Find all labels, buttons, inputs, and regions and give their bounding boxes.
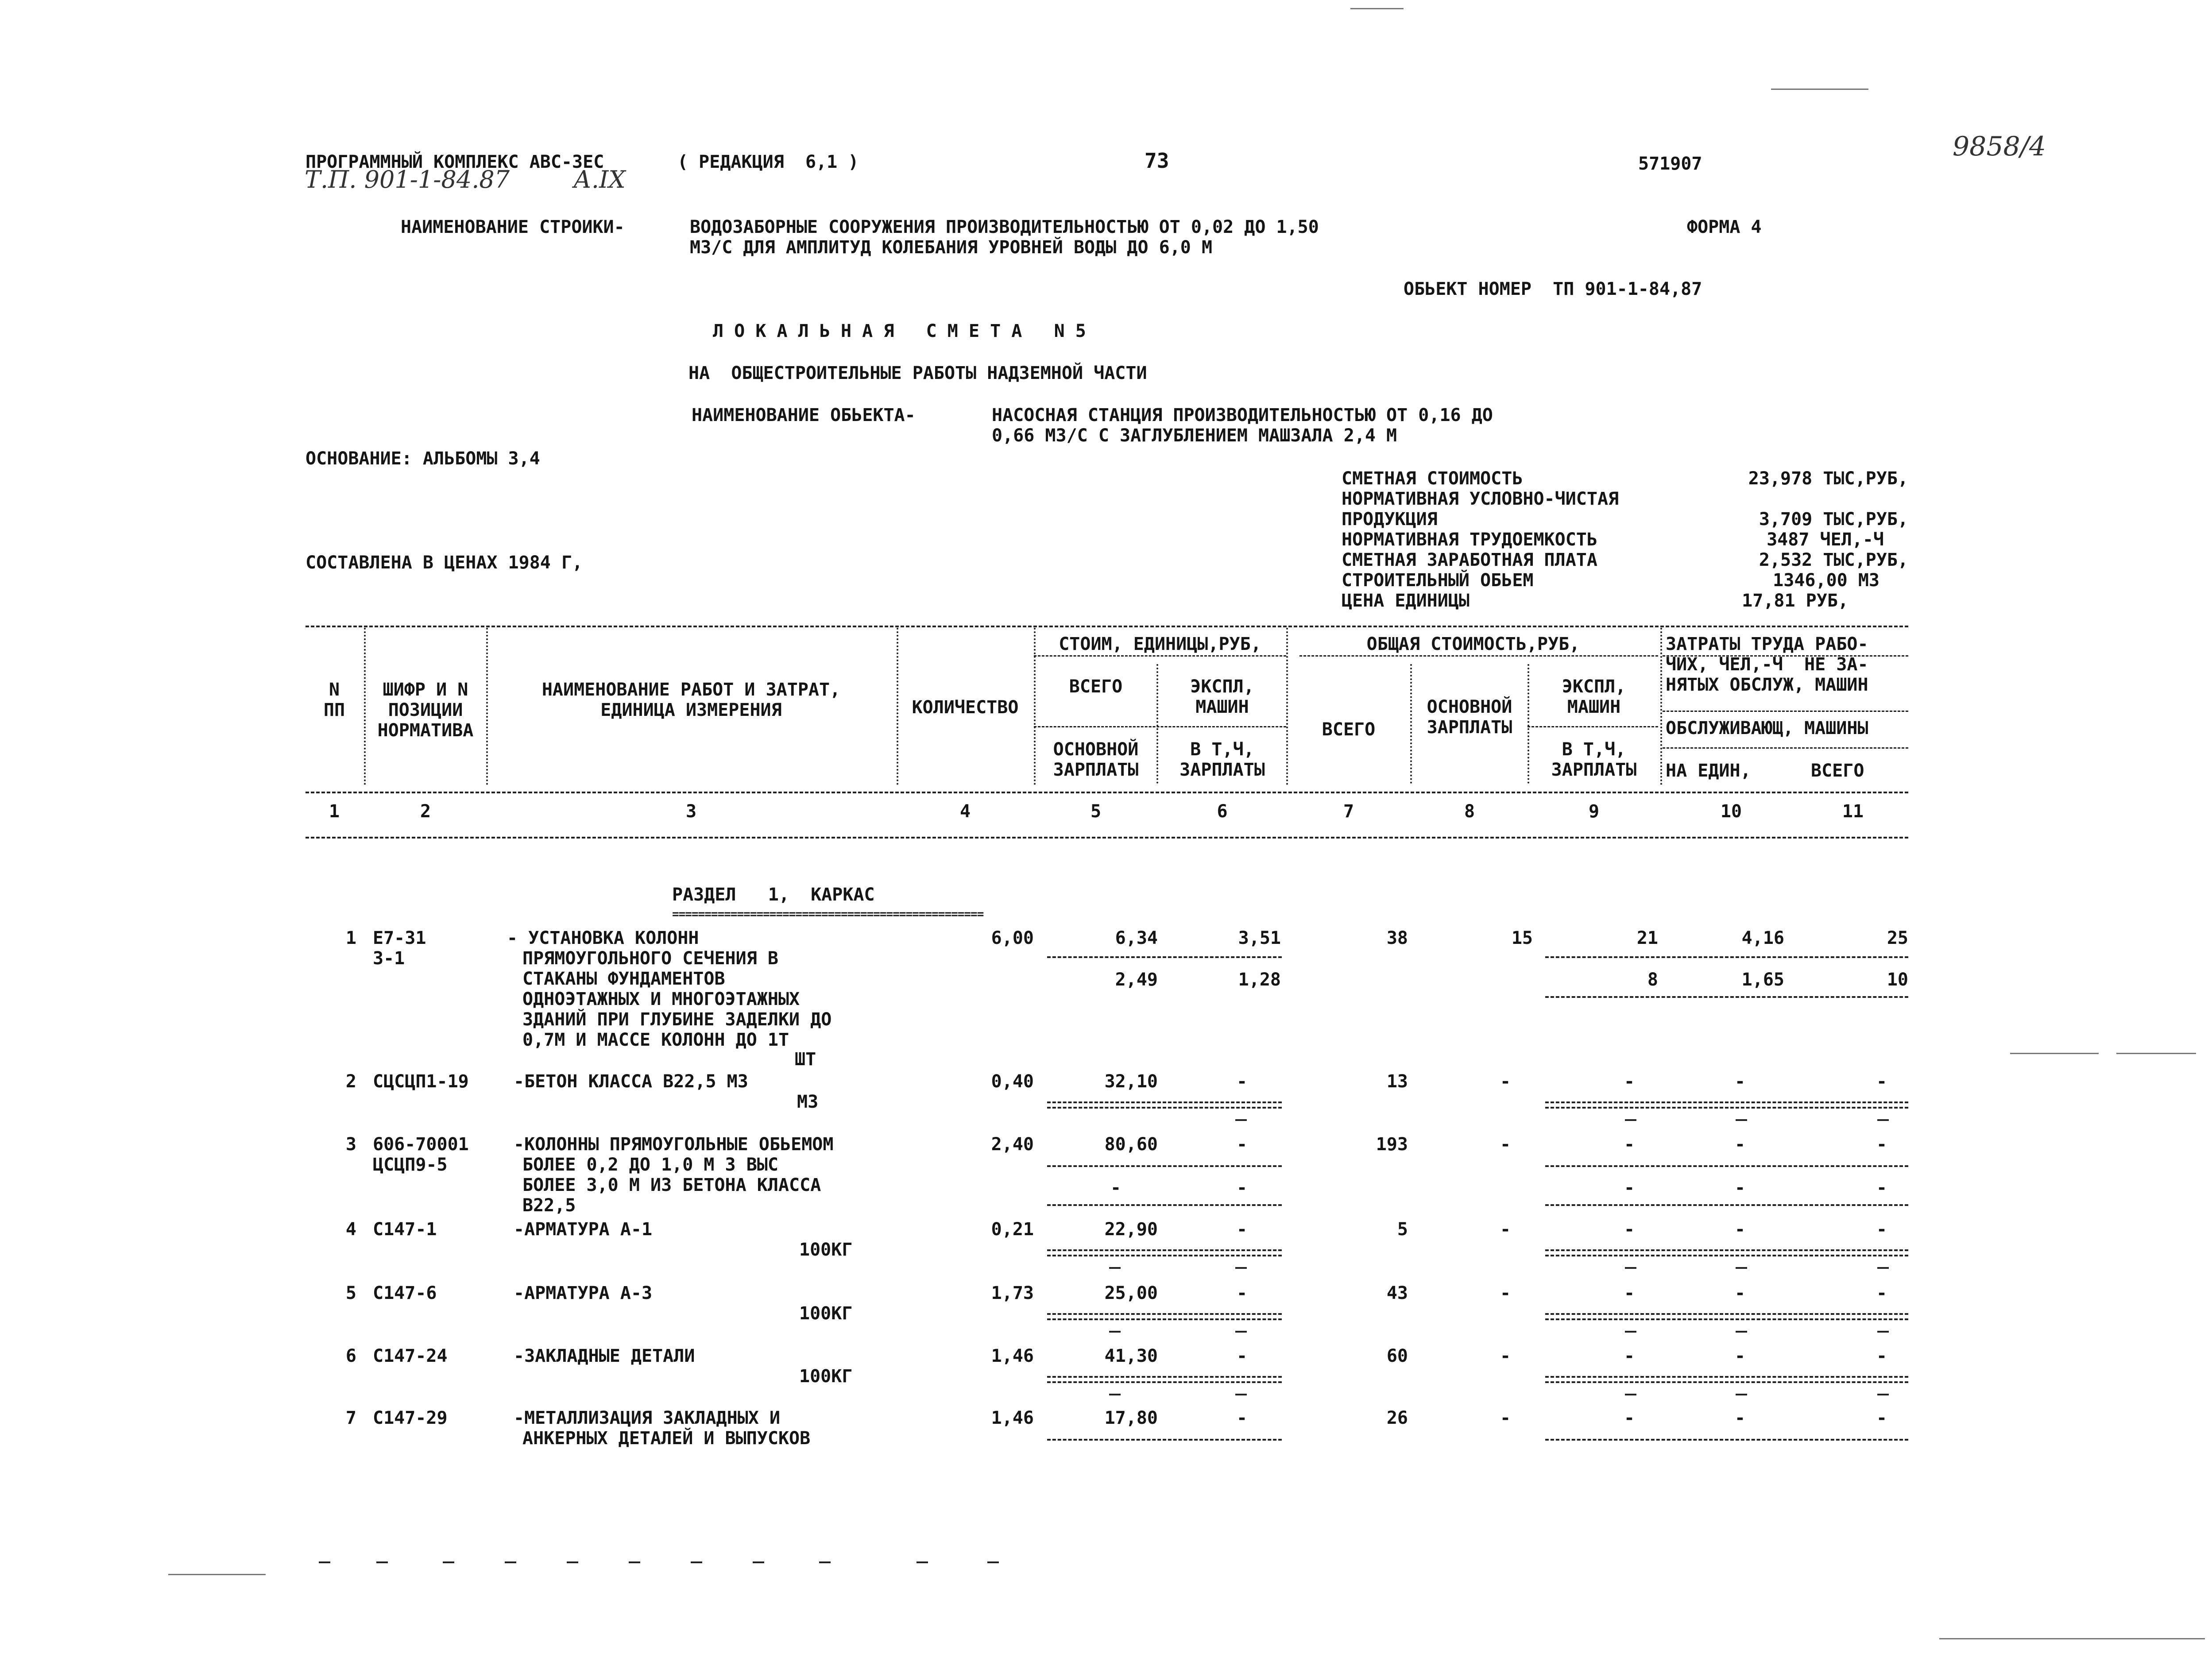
cell-rule bbox=[1545, 1439, 1908, 1441]
row-name-line: -АРМАТУРА А-3 bbox=[514, 1283, 653, 1303]
summary-value: 23,978 ТЫС,РУБ, bbox=[1748, 468, 1908, 489]
object-number: ОБЬЕКТ НОМЕР ТП 901-1-84,87 bbox=[1404, 279, 1702, 299]
dash-mark bbox=[1235, 1331, 1247, 1333]
summary-label: НОРМАТИВНАЯ ТРУДОЕМКОСТЬ bbox=[1342, 529, 1597, 550]
row-unit-expl: - bbox=[1236, 1219, 1248, 1240]
row-total-expl: - bbox=[1624, 1408, 1635, 1428]
cell-rule bbox=[1545, 1255, 1908, 1256]
row-labor-total: - bbox=[1876, 1071, 1887, 1092]
row-code: С147-24 bbox=[373, 1346, 448, 1366]
row-quantity: 1,46 bbox=[991, 1408, 1034, 1428]
column-number: 2 bbox=[420, 801, 431, 822]
column-number: 3 bbox=[685, 801, 697, 822]
dash-mark bbox=[1109, 1267, 1121, 1269]
cell-rule bbox=[1545, 1318, 1908, 1320]
row-total-base: 15 bbox=[1511, 928, 1533, 948]
dash-mark bbox=[1109, 1331, 1121, 1333]
row-quantity: 6,00 bbox=[991, 928, 1034, 948]
scan-dash bbox=[376, 1561, 388, 1563]
scan-noise bbox=[1939, 1638, 2205, 1639]
column-number: 10 bbox=[1720, 801, 1742, 822]
column-separator bbox=[1034, 628, 1036, 785]
row-unit-total: 22,90 bbox=[1104, 1219, 1158, 1240]
row-name-line: -МЕТАЛЛИЗАЦИЯ ЗАКЛАДНЫХ И bbox=[514, 1408, 781, 1428]
row-total-expl: - bbox=[1624, 1071, 1635, 1092]
row-total-expl: - bbox=[1624, 1283, 1635, 1303]
row-name-line: -БЕТОН КЛАССА В22,5 М3 bbox=[514, 1071, 748, 1092]
price-year: СОСТАВЛЕНА В ЦЕНАХ 1984 Г, bbox=[306, 553, 583, 573]
total-incl-header: В Т,Ч, bbox=[1562, 739, 1626, 760]
row-total-expl: - bbox=[1624, 1219, 1635, 1240]
row-unit: М3 bbox=[797, 1092, 819, 1112]
row-labor-total: - bbox=[1876, 1283, 1887, 1303]
row-number: 3 bbox=[345, 1134, 356, 1155]
scan-noise bbox=[1771, 89, 1868, 90]
row-unit-total: 80,60 bbox=[1104, 1134, 1158, 1155]
scan-noise bbox=[2010, 1053, 2099, 1054]
row-unit-total: 17,80 bbox=[1104, 1408, 1158, 1428]
labor-header: ЗАТРАТЫ ТРУДА РАБО- bbox=[1666, 634, 1868, 654]
row-number: 7 bbox=[345, 1408, 356, 1428]
cell-rule bbox=[1545, 1101, 1908, 1103]
dash-mark bbox=[1736, 1331, 1747, 1333]
row-unit-expl: - bbox=[1236, 1283, 1248, 1303]
col1-header: ПП bbox=[323, 700, 345, 720]
column-number: 4 bbox=[959, 801, 971, 822]
row-name-line: -ЗАКЛАДНЫЕ ДЕТАЛИ bbox=[514, 1346, 695, 1366]
total-all-header: ВСЕГО bbox=[1322, 719, 1376, 740]
row-labor-total-serv: 10 bbox=[1887, 970, 1908, 990]
row-quantity: 1,46 bbox=[991, 1346, 1034, 1366]
row-name-line: ПРЯМОУГОЛЬНОГО СЕЧЕНИЯ В bbox=[522, 948, 778, 969]
dash-mark bbox=[1625, 1119, 1636, 1121]
row-labor-unit: - bbox=[1734, 1134, 1746, 1155]
scan-dash bbox=[567, 1561, 578, 1563]
row-labor-unit: - bbox=[1734, 1219, 1746, 1240]
row-labor-unit: - bbox=[1734, 1071, 1746, 1092]
row-name-line: -АРМАТУРА А-1 bbox=[514, 1219, 653, 1240]
row-total-base: - bbox=[1500, 1134, 1511, 1155]
unit-base-header: ЗАРПЛАТЫ bbox=[1053, 760, 1139, 780]
row-unit-incl: - bbox=[1236, 1178, 1248, 1198]
basis: ОСНОВАНИЕ: АЛЬБОМЫ 3,4 bbox=[306, 448, 540, 469]
handwritten-tp-number: Т.П. 901-1-84.87 bbox=[305, 166, 510, 193]
summary-label: ПРОДУКЦИЯ bbox=[1342, 509, 1438, 529]
row-quantity: 0,40 bbox=[991, 1071, 1034, 1092]
row-number: 5 bbox=[345, 1283, 356, 1303]
total-cost-header: ОБЩАЯ СТОИМОСТЬ,РУБ, bbox=[1366, 634, 1580, 654]
dash-mark bbox=[1877, 1394, 1889, 1395]
row-total: 43 bbox=[1386, 1283, 1408, 1303]
row-code: Е7-31 bbox=[373, 928, 426, 948]
dash-mark bbox=[1109, 1394, 1121, 1395]
cell-rule bbox=[1047, 1165, 1282, 1167]
unit-total-header: ВСЕГО bbox=[1069, 676, 1123, 697]
cell-rule bbox=[1047, 1376, 1282, 1378]
col4-header: КОЛИЧЕСТВО bbox=[912, 697, 1019, 718]
row-unit-expl: - bbox=[1236, 1346, 1248, 1366]
form-number: ФОРМА 4 bbox=[1687, 217, 1762, 237]
cell-rule bbox=[1047, 1255, 1282, 1256]
row-name-line: - УСТАНОВКА КОЛОНН bbox=[507, 928, 699, 948]
table-header-rule bbox=[1528, 726, 1658, 727]
row-total-expl: 21 bbox=[1636, 928, 1658, 948]
column-separator bbox=[1528, 664, 1529, 784]
cell-rule bbox=[1047, 1313, 1282, 1315]
row-number: 2 bbox=[345, 1071, 356, 1092]
summary-label: СМЕТНАЯ СТОИМОСТЬ bbox=[1342, 468, 1523, 489]
handwritten-album: А.IX bbox=[573, 166, 626, 193]
row-name-line: 0,7М И МАССЕ КОЛОНН ДО 1Т bbox=[522, 1030, 789, 1050]
dash-mark bbox=[1877, 1119, 1889, 1121]
dash-mark bbox=[1736, 1119, 1747, 1121]
object-line-1: НАСОСНАЯ СТАНЦИЯ ПРОИЗВОДИТЕЛЬНОСТЬЮ ОТ 0,16 ДО bbox=[992, 405, 1493, 425]
row-labor-total: - bbox=[1876, 1408, 1887, 1428]
scan-dash bbox=[691, 1561, 702, 1563]
row-total: 13 bbox=[1386, 1071, 1408, 1092]
column-number: 9 bbox=[1588, 801, 1600, 822]
stroika-line-1: ВОДОЗАБОРНЫЕ СООРУЖЕНИЯ ПРОИЗВОДИТЕЛЬНОСТЬЮ ОТ 0,02 ДО 1,50 bbox=[690, 217, 1319, 237]
program-name: ПРОГРАММНЫЙ КОМПЛЕКС АВС-3ЕС bbox=[306, 152, 604, 172]
column-number: 1 bbox=[329, 801, 340, 822]
row-unit: ШТ bbox=[795, 1049, 816, 1070]
scan-dash bbox=[819, 1561, 831, 1563]
column-separator bbox=[1286, 628, 1288, 785]
table-numbers-rule bbox=[306, 837, 1908, 839]
cell-rule bbox=[1047, 1204, 1282, 1206]
total-base-header: ОСНОВНОЙ bbox=[1427, 697, 1512, 717]
summary-value: 1346,00 М3 bbox=[1773, 570, 1879, 591]
summary-label: СМЕТНАЯ ЗАРАБОТНАЯ ПЛАТА bbox=[1342, 550, 1597, 570]
row-labor-unit-serv: 1,65 bbox=[1741, 970, 1784, 990]
labor-unit-header: НА ЕДИН, bbox=[1666, 761, 1751, 781]
scan-dash bbox=[629, 1561, 640, 1563]
column-number: 7 bbox=[1343, 801, 1354, 822]
unit-cost-header: СТОИМ, ЕДИНИЦЫ,РУБ, bbox=[1059, 634, 1261, 654]
col2-header: ПОЗИЦИИ bbox=[388, 700, 463, 720]
column-number: 11 bbox=[1842, 801, 1864, 822]
table-header-rule bbox=[1663, 711, 1908, 712]
row-number: 4 bbox=[345, 1219, 356, 1240]
summary-value: 17,81 РУБ, bbox=[1742, 591, 1848, 611]
row-name-line: ОДНОЭТАЖНЫХ И МНОГОЭТАЖНЫХ bbox=[522, 989, 800, 1009]
row-unit-total: 25,00 bbox=[1104, 1283, 1158, 1303]
cell-rule bbox=[1545, 1313, 1908, 1315]
cell-rule bbox=[1545, 1376, 1908, 1378]
cell-rule bbox=[1545, 996, 1908, 998]
scan-dash bbox=[753, 1561, 764, 1563]
row-total-incl: 8 bbox=[1647, 970, 1658, 990]
column-separator bbox=[486, 628, 488, 785]
row-labor-unit-serv: - bbox=[1734, 1178, 1746, 1198]
row-unit-expl: - bbox=[1236, 1071, 1248, 1092]
dash-mark bbox=[1625, 1394, 1636, 1395]
cell-rule bbox=[1047, 956, 1282, 958]
row-unit-incl: 1,28 bbox=[1238, 970, 1281, 990]
cell-rule bbox=[1047, 1107, 1282, 1109]
row-total-expl: - bbox=[1624, 1134, 1635, 1155]
row-code: 3-1 bbox=[373, 948, 405, 969]
col2-header: НОРМАТИВА bbox=[377, 720, 474, 741]
row-total-base: - bbox=[1500, 1283, 1511, 1303]
dash-mark bbox=[1625, 1331, 1636, 1333]
scan-dash bbox=[319, 1561, 330, 1563]
cell-rule bbox=[1545, 1107, 1908, 1109]
row-labor-unit: - bbox=[1734, 1408, 1746, 1428]
row-unit-expl: - bbox=[1236, 1134, 1248, 1155]
row-name-line: ЗДАНИЙ ПРИ ГЛУБИНЕ ЗАДЕЛКИ ДО bbox=[522, 1009, 832, 1030]
table-header-rule bbox=[1034, 726, 1286, 727]
row-labor-unit: - bbox=[1734, 1346, 1746, 1366]
column-separator bbox=[1410, 664, 1412, 784]
column-separator bbox=[1156, 664, 1158, 784]
row-code: СЦСЦП1-19 bbox=[373, 1071, 469, 1092]
scan-noise bbox=[1350, 8, 1404, 9]
document-code: 571907 bbox=[1638, 154, 1702, 174]
row-total-base: - bbox=[1500, 1408, 1511, 1428]
dash-mark bbox=[1736, 1267, 1747, 1269]
row-code: С147-1 bbox=[373, 1219, 437, 1240]
row-unit: 100КГ bbox=[799, 1303, 853, 1324]
scan-dash bbox=[443, 1561, 454, 1563]
row-labor-total: - bbox=[1876, 1219, 1887, 1240]
row-total: 5 bbox=[1397, 1219, 1408, 1240]
column-number: 5 bbox=[1090, 801, 1102, 822]
dash-mark bbox=[1736, 1394, 1747, 1395]
row-total-expl: - bbox=[1624, 1346, 1635, 1366]
row-labor-total: - bbox=[1876, 1134, 1887, 1155]
table-header-rule bbox=[1299, 655, 1658, 657]
row-unit-total: 32,10 bbox=[1104, 1071, 1158, 1092]
column-separator bbox=[364, 628, 366, 785]
column-separator bbox=[897, 628, 898, 785]
column-number: 8 bbox=[1464, 801, 1475, 822]
column-separator bbox=[1660, 628, 1662, 785]
row-code: ЦСЦП9-5 bbox=[373, 1155, 448, 1175]
scan-noise bbox=[168, 1574, 266, 1575]
row-name-line: БОЛЕЕ 3,0 М ИЗ БЕТОНА КЛАССА bbox=[522, 1175, 821, 1195]
cell-rule bbox=[1545, 1204, 1908, 1206]
page-number: 73 bbox=[1145, 149, 1169, 173]
dash-mark bbox=[1877, 1267, 1889, 1269]
section-underline: ================================================ bbox=[672, 908, 984, 921]
cell-rule bbox=[1545, 956, 1908, 958]
summary-value: 3487 ЧЕЛ,-Ч bbox=[1767, 529, 1884, 550]
table-header-rule bbox=[1663, 747, 1908, 749]
object-label: НАИМЕНОВАНИЕ ОБЬЕКТА- bbox=[692, 405, 916, 425]
summary-label: ЦЕНА ЕДИНИЦЫ bbox=[1342, 591, 1470, 611]
row-unit-base: 2,49 bbox=[1115, 970, 1158, 990]
row-total: 38 bbox=[1386, 928, 1408, 948]
unit-expl-header: МАШИН bbox=[1195, 697, 1249, 717]
row-total: 60 bbox=[1386, 1346, 1408, 1366]
row-name-line: -КОЛОННЫ ПРЯМОУГОЛЬНЫЕ ОБЬЕМОМ bbox=[514, 1134, 834, 1155]
row-code: С147-6 bbox=[373, 1283, 437, 1303]
row-code: С147-29 bbox=[373, 1408, 448, 1428]
row-total-incl: - bbox=[1624, 1178, 1635, 1198]
cell-rule bbox=[1047, 1439, 1282, 1441]
unit-incl-header: В Т,Ч, bbox=[1190, 739, 1254, 760]
row-unit: 100КГ bbox=[799, 1240, 853, 1260]
summary-value: 2,532 ТЫС,РУБ, bbox=[1759, 550, 1908, 570]
scan-dash bbox=[917, 1561, 928, 1563]
row-number: 6 bbox=[345, 1346, 356, 1366]
dash-mark bbox=[1625, 1267, 1636, 1269]
cell-rule bbox=[1545, 1249, 1908, 1251]
edition: ( РЕДАКЦИЯ 6,1 ) bbox=[677, 152, 859, 172]
cell-rule bbox=[1047, 1318, 1282, 1320]
total-expl-header: ЭКСПЛ, bbox=[1562, 676, 1626, 697]
estimate-title: Л О К А Л Ь Н А Я С М Е Т А N 5 bbox=[713, 321, 1086, 341]
col3-header: НАИМЕНОВАНИЕ РАБОТ И ЗАТРАТ, bbox=[541, 680, 841, 700]
unit-base-header: ОСНОВНОЙ bbox=[1053, 739, 1139, 760]
labor-total-header: ВСЕГО bbox=[1811, 761, 1864, 781]
row-total-base: - bbox=[1500, 1071, 1511, 1092]
total-base-header: ЗАРПЛАТЫ bbox=[1427, 717, 1512, 738]
table-header-bottom-rule bbox=[306, 792, 1908, 793]
row-name-line: СТАКАНЫ ФУНДАМЕНТОВ bbox=[522, 969, 725, 989]
table-header-rule bbox=[1034, 655, 1286, 657]
stroika-label: НАИМЕНОВАНИЕ СТРОИКИ- bbox=[401, 217, 625, 237]
estimate-subtitle: НА ОБЩЕСТРОИТЕЛЬНЫЕ РАБОТЫ НАДЗЕМНОЙ ЧАСТИ bbox=[688, 363, 1147, 383]
col1-header: N bbox=[329, 680, 340, 700]
labor-header: ОБСЛУЖИВАЮЩ, МАШИНЫ bbox=[1666, 718, 1868, 738]
row-unit-expl: 3,51 bbox=[1238, 928, 1281, 948]
handwritten-archive-number: 9858/4 bbox=[1953, 131, 2046, 162]
summary-label: НОРМАТИВНАЯ УСЛОВНО-ЧИСТАЯ bbox=[1342, 489, 1619, 509]
labor-header: НЯТЫХ ОБСЛУЖ, МАШИН bbox=[1666, 675, 1868, 695]
row-unit-total: 6,34 bbox=[1115, 928, 1158, 948]
unit-expl-header: ЭКСПЛ, bbox=[1190, 676, 1254, 697]
col2-header: ШИФР И N bbox=[383, 680, 468, 700]
dash-mark bbox=[1235, 1394, 1247, 1395]
row-labor-total: - bbox=[1876, 1346, 1887, 1366]
row-unit-base: - bbox=[1110, 1178, 1121, 1198]
dash-mark bbox=[1235, 1267, 1247, 1269]
stroika-line-2: М3/С ДЛЯ АМПЛИТУД КОЛЕБАНИЯ УРОВНЕЙ ВОДЫ ДО 6,0 М bbox=[690, 237, 1213, 258]
section-title: РАЗДЕЛ 1, КАРКАС bbox=[672, 885, 875, 905]
row-code: 606-70001 bbox=[373, 1134, 469, 1155]
cell-rule bbox=[1545, 1165, 1908, 1167]
cell-rule bbox=[1047, 1101, 1282, 1103]
row-total: 26 bbox=[1386, 1408, 1408, 1428]
labor-header: ЧИХ, ЧЕЛ,-Ч НЕ ЗА- bbox=[1666, 654, 1868, 675]
row-labor-total-serv: - bbox=[1876, 1178, 1887, 1198]
dash-mark bbox=[1877, 1331, 1889, 1333]
row-unit: 100КГ bbox=[799, 1366, 853, 1387]
row-quantity: 2,40 bbox=[991, 1134, 1034, 1155]
total-expl-header: МАШИН bbox=[1567, 697, 1621, 717]
object-line-2: 0,66 М3/С С ЗАГЛУБЛЕНИЕМ МАШЗАЛА 2,4 М bbox=[992, 425, 1397, 446]
cell-rule bbox=[1047, 1381, 1282, 1383]
row-total-base: - bbox=[1500, 1219, 1511, 1240]
row-quantity: 1,73 bbox=[991, 1283, 1034, 1303]
row-name-line: БОЛЕЕ 0,2 ДО 1,0 М 3 ВЫС bbox=[522, 1155, 778, 1175]
row-labor-total: 25 bbox=[1887, 928, 1908, 948]
row-unit-total: 41,30 bbox=[1104, 1346, 1158, 1366]
scan-noise bbox=[2116, 1053, 2196, 1054]
dash-mark bbox=[1235, 1119, 1247, 1121]
row-total: 193 bbox=[1376, 1134, 1408, 1155]
row-unit-expl: - bbox=[1236, 1408, 1248, 1428]
summary-label: СТРОИТЕЛЬНЫЙ ОБЬЕМ bbox=[1342, 570, 1534, 591]
column-number: 6 bbox=[1217, 801, 1228, 822]
summary-value: 3,709 ТЫС,РУБ, bbox=[1759, 509, 1908, 529]
row-number: 1 bbox=[345, 928, 356, 948]
col3-header: ЕДИНИЦА ИЗМЕРЕНИЯ bbox=[600, 700, 782, 720]
total-incl-header: ЗАРПЛАТЫ bbox=[1551, 760, 1637, 780]
table-top-rule bbox=[306, 626, 1908, 627]
cell-rule bbox=[1545, 1381, 1908, 1383]
scan-dash bbox=[505, 1561, 516, 1563]
row-name-line: В22,5 bbox=[522, 1195, 576, 1216]
row-name-line: АНКЕРНЫХ ДЕТАЛЕЙ И ВЫПУСКОВ bbox=[522, 1428, 811, 1449]
unit-incl-header: ЗАРПЛАТЫ bbox=[1179, 760, 1265, 780]
scan-dash bbox=[987, 1561, 999, 1563]
cell-rule bbox=[1047, 1249, 1282, 1251]
row-total-base: - bbox=[1500, 1346, 1511, 1366]
row-quantity: 0,21 bbox=[991, 1219, 1034, 1240]
row-labor-unit: - bbox=[1734, 1283, 1746, 1303]
row-labor-unit: 4,16 bbox=[1741, 928, 1784, 948]
